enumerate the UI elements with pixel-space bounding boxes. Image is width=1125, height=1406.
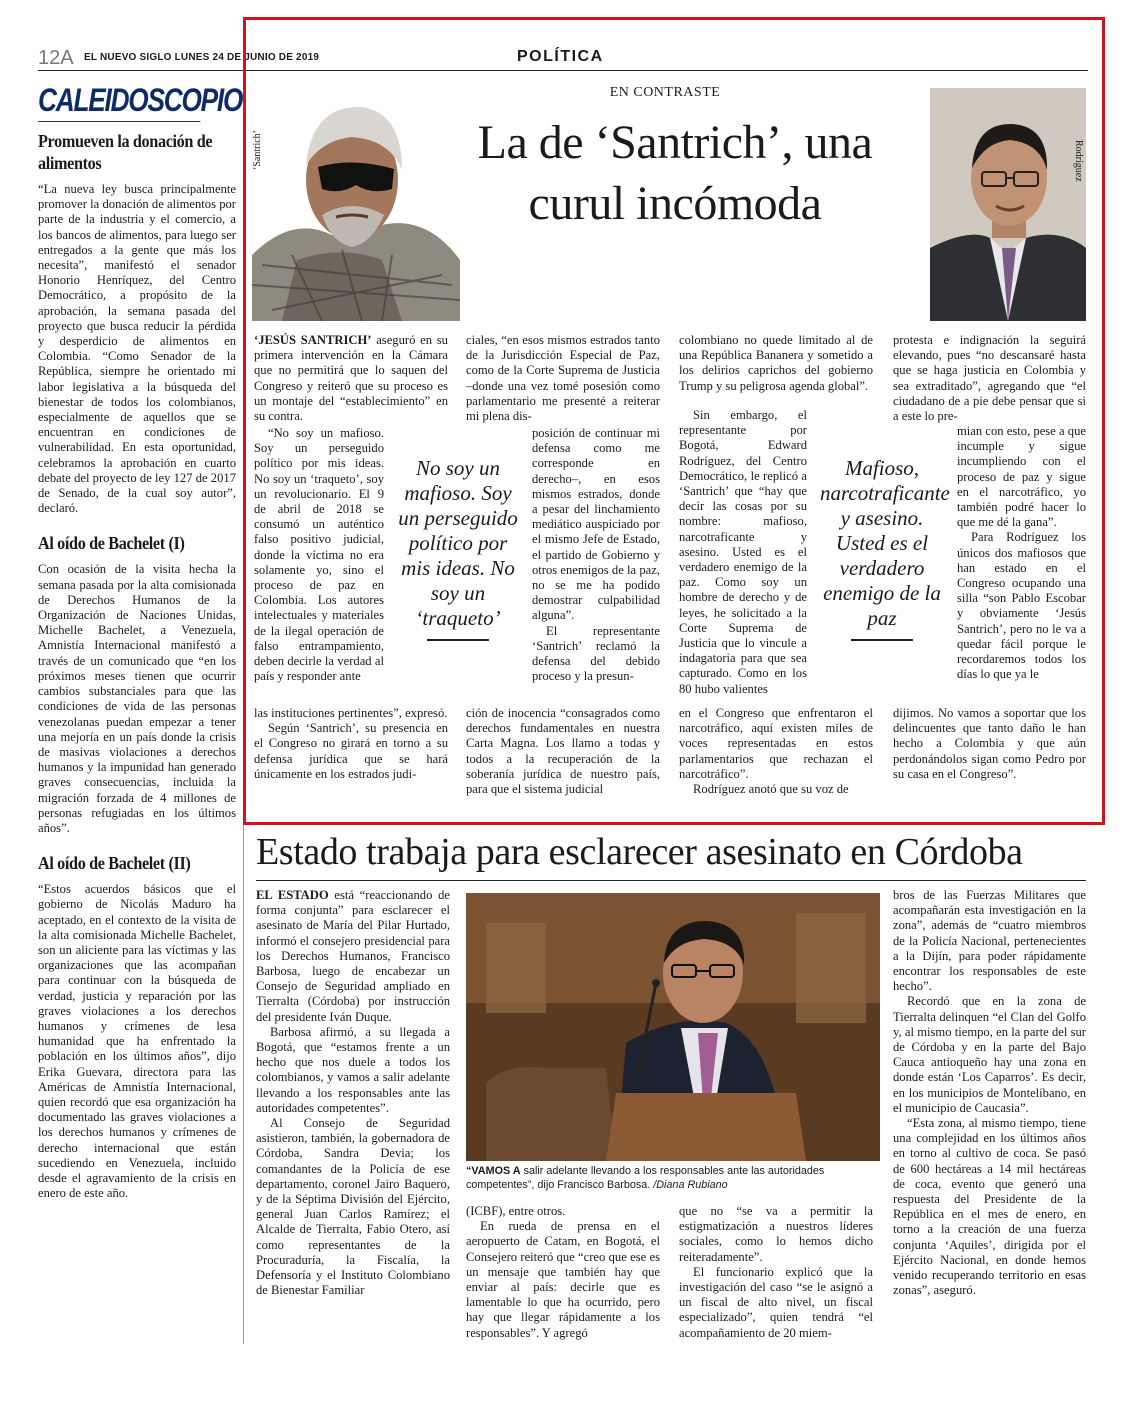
article2-column-1: EL ESTADO está “reaccionando de forma conjunta” para esclarecer el asesinato de María del Pilar Hurtado, informó el consejero presidencial para los Derechos Humanos, Francisco Barbosa, luego de encabezar un Consejo de Seguridad ampliado en Tierralta (Córdoba) por instrucción del presidente Iván Duque. Barbosa afirmó, a su llegada a Bogotá, que “estamos frente a un hecho que nos duele a todos los colombianos, y vamos a salir adelante llevando a los responsables ante las autoridades competentes”. Al Consejo de Seguridad asistieron, también, la gobernadora de Córdoba, Sandra Devia; los comandantes de la Policía de ese departamento, coronel Jairo Baquero, y de la Séptima División del Ejército, general Juan Carlos Ramírez; el Alcalde de Tierralta, Fabio Otero, así como representantes de la Procuraduría, la Fiscalía, la Defensoría y el Instituto Colombiano de Bienestar Familiar [256, 888, 450, 1298]
sidebar-item-body: “Estos acuerdos básicos que el gobierno de Nicolás Maduro ha aceptado, en el contexto de la visita de la alta comisionada Michelle Bachelet, son un aliciente para las víctimas y las organizaciones que las acompañan para continuar con la búsqueda de verdad, justicia y reparación por las graves violaciones a los derechos humanos y crímenes de lesa humanidad que ha enfrentado la población en los últimos años”, dijo Erika Guevara, directora para las Américas de Amnistía Internacional, quien recordó que esa organización ha documentado las graves violaciones a los derechos humanos y crímenes de derecho internacional que están sucediendo en Venezuela, incluido desde el agravamiento de la crisis en enero de este año. [38, 882, 236, 1201]
article1-column-4-mid: mian con esto, pese a que incumple y sigue incumpliendo con el proceso de paz y sigue en el narcotráfico, yo también podré hacer lo que me dé la gana”. Para Rodríguez los únicos dos mafiosos que han estado en el Congreso ocupando una silla “son Pablo Escobar y obviamente ‘Jesús Santrich’, pero no le va a quedar fácil porque le recordaremos todos los días lo que ya le [957, 424, 1086, 682]
article1-column-3-bottom: en el Congreso que enfrentaron el narcotráfico, aquí existen miles de voces representadas en estos parlamentarios que rechazan el narcotráfico”. Rodríguez anotó que su voz de [679, 706, 873, 797]
article2-lead-name: EL ESTADO [256, 888, 329, 902]
newspaper-dateline: EL NUEVO SIGLO LUNES 24 DE JUNIO DE 2019 [84, 52, 320, 63]
caleidoscopio-sidebar [38, 82, 243, 1201]
photo-caption-santrich: ‘Santrich’ [252, 130, 263, 170]
article2-headline: Estado trabaja para esclarecer asesinato en Córdoba [256, 831, 1023, 873]
pull-quote-left: No soy un mafioso. Soy un perseguido político por mis ideas. No soy un ‘traqueto’ [398, 456, 518, 641]
article1-column-2-mid: posición de continuar mi defensa como me corresponde en derecho–, en esos mismos estrados, donde a pesar del linchamiento mediático auspiciado por el mismo Jefe de Estado, el partido de Gobierno y otros enemigos de la paz, no se me ha podido demostrar culpabilidad alguna”. El representante ‘Santrich’ reclamó la defensa del debido proceso y la presun- [532, 426, 660, 684]
article2-column-3: que no “se va a permitir la estigmatización a nuestros líderes sociales, como lo hemos dicho reiteradamente”. El funcionario explicó que la investigación del caso “se le asignó a un fiscal de alto nivel, un fiscal especializado”, quien tendrá “el acompañamiento de 20 miem- [679, 1204, 873, 1340]
barbosa-photo [466, 893, 880, 1161]
sidebar-logo: CALEIDOSCOPIO [38, 82, 200, 122]
article1-column-2-top: ciales, “en esos mismos estrados tanto de la Jurisdicción Especial de Paz, como de la Corte Suprema de Justicia –donde una vez tomé posesión como parlamentario me presenté a reiterar mi plena dis- [466, 333, 660, 424]
sidebar-item-title: Al oído de Bachelet (II) [38, 853, 191, 874]
section-title: POLÍTICA [517, 48, 604, 65]
article2-rule [256, 880, 1086, 881]
sidebar-item-body: “La nueva ley busca principalmente promover la donación de alimentos por parte de la industria y el comercio, a los bancos de alimentos, para luego ser entregados a la gente que más los necesita”, manifestó el senador Honorio Henríquez, del Centro Democrático, a propósito de la aprobación, la semana pasada del proyecto que busca reducir la pérdida y desperdicio de alimentos en Colombia. “Como Senador de la República, siempre he orientado mi labor legislativa a la búsqueda del bienestar de todos los colombianos, especialmente de aquellos que se encuentran en condiciones de vulnerabilidad. En esta oportunidad, celebramos la aprobación en cuarto debate del proyecto de ley 127 de 2017 de Senado, de la cual soy autor”, declaró. [38, 182, 236, 516]
article-headline: La de ‘Santrich’, una curul incómoda [477, 116, 873, 230]
article1-column-1-bottom: las instituciones pertinentes”, expresó. Según ‘Santrich’, su presencia en el Congreso no girará en torno a su defensa jurídica que se hará únicamente en los estrados judi- [254, 706, 448, 781]
article-kicker: EN CONTRASTE [609, 85, 721, 100]
rodriguez-photo [930, 88, 1086, 321]
article1-column-1-mid: “No soy un mafioso. Soy un perseguido político por mis ideas. No soy un ‘traqueto’, soy un revolucionario. El 9 de abril de 2018 se consumó un auténtico falso positivo judicial, donde la víctima no era solamente yo, sino el proceso de paz en Colombia. Los autores intelectuales y materiales de la ilegal operación de falso entrampamiento, deben decirle la verdad al país y responder ante [254, 426, 384, 684]
page-number: 12A [38, 47, 74, 69]
article2-column-2: (ICBF), entre otros. En rueda de prensa en el aeropuerto de Catam, en Bogotá, el Consejero reiteró que “creo que ese es un mensaje que también hay que enviar al país: decirle que es lamentable lo que ha ocurrido, pero hay que llegar rápidamente a los responsables”. Y agregó [466, 1204, 660, 1340]
article1-lead-name: ‘JESÚS SANTRICH’ [254, 333, 372, 347]
photo-caption-rodriguez: Rodríguez [1073, 140, 1084, 182]
sidebar-item-body: Con ocasión de la visita hecha la semana pasada por la alta comisionada de Derechos Humanos de la Organización de Naciones Unidas, Michelle Bachelet, a Venezuela, Amnistía Internacional manifestó a través de un comunicado que “en los próximos meses tienen que ocurrir cambios substanciales para que las condiciones de vida de las personas venezolanas puedan empezar a tener una mejoría en un país donde la crisis de masivas violaciones a derechos humanos y la impunidad han generado graves consecuencias, incluida la migración forzada de 4 millones de personas refugiadas en los últimos años”. [38, 562, 236, 835]
article1-column-1-top: ‘JESÚS SANTRICH’ aseguró en su primera intervención en la Cámara que no permitirá que lo saquen del Congreso y reiteró que su proceso es un montaje del “establecimiento” en su contra. [254, 333, 448, 424]
article1-column-4-top: protesta e indignación la seguirá elevando, pues “no descansaré hasta que se haga justicia en Colombia y sea extraditado”, agregando que “el ciudadano de a pie debe pensar que si a este lo pre- [893, 333, 1086, 424]
article2-photo-caption: “VAMOS A salir adelante llevando a los responsables ante las autoridades competentes”, dijo Francisco Barbosa. /Diana Rubiano [466, 1165, 825, 1191]
santrich-photo [252, 85, 460, 321]
article1-column-3-top: colombiano no quede limitado al de una República Bananera y sometido a los delirios caprichos del gobierno Trump y su peligrosa agenda global”. [679, 333, 873, 393]
sidebar-item-title: Al oído de Bachelet (I) [38, 533, 185, 554]
article1-column-3-mid: Sin embargo, el representante por Bogotá, Edward Rodríguez, del Centro Democrático, le replicó a ‘Santrich’ que “hay que decir las cosas por su nombre: mafioso, narcotraficante y asesino. Usted es el verdadero enemigo de la paz. Como soy un hombre de derecho y de leyes, he solicitado a la Corte Suprema de Justicia que lo vincule a indagatoria para que sea capturado. Como en los 80 hubo valientes [679, 408, 807, 696]
article2-column-4: bros de las Fuerzas Militares que acompañarán esta investigación en la zona”, además de “cuatro miembros de la Policía Nacional, pertenecientes a la Dijín, para poder rápidamente encontrar los responsables de este hecho”. Recordó que en la zona de Tierralta delinquen “el Clan del Golfo y, al mismo tiempo, en la parte del sur de Córdoba y en la parte del Bajo Cauca antioqueño hay una zona en donde están ‘Los Caparros’. Es decir, en los municipios de Montelíbano, en el municipio de Caucasia”. “Esta zona, al mismo tiempo, tiene una complejidad en los últimos años en torno al cultivo de coca. Se pasó de 600 hectáreas a 14 mil hectáreas de coca, evento que generó una respuesta del Presidente de la República en el mes de enero, en torno a la creación de una fuerza conjunta ‘Aquiles’, dirigida por el Ejército Nacional, en donde hemos venido recuperando territorio en esas zonas”, aseguró. [893, 888, 1086, 1298]
article1-column-4-bottom: dijimos. No vamos a soportar que los delincuentes que tanto daño le han hecho a Colombia y que aún perdonándolos sigan como Pedro por su casa en el Congreso”. [893, 706, 1086, 781]
pull-quote-right: Mafioso, narcotraficante y asesino. Usted es el verdadero enemigo de la paz [820, 456, 944, 641]
sidebar-item-title: Promueven la donación de alimentos [38, 131, 213, 173]
article1-column-2-bottom: ción de inocencia “consagrados como derechos fundamentales en nuestra Carta Magna. Los llamo a todas y todos a la recuperación de la soberanía jurídica de nuestro país, para que el sistema judicial [466, 706, 660, 797]
